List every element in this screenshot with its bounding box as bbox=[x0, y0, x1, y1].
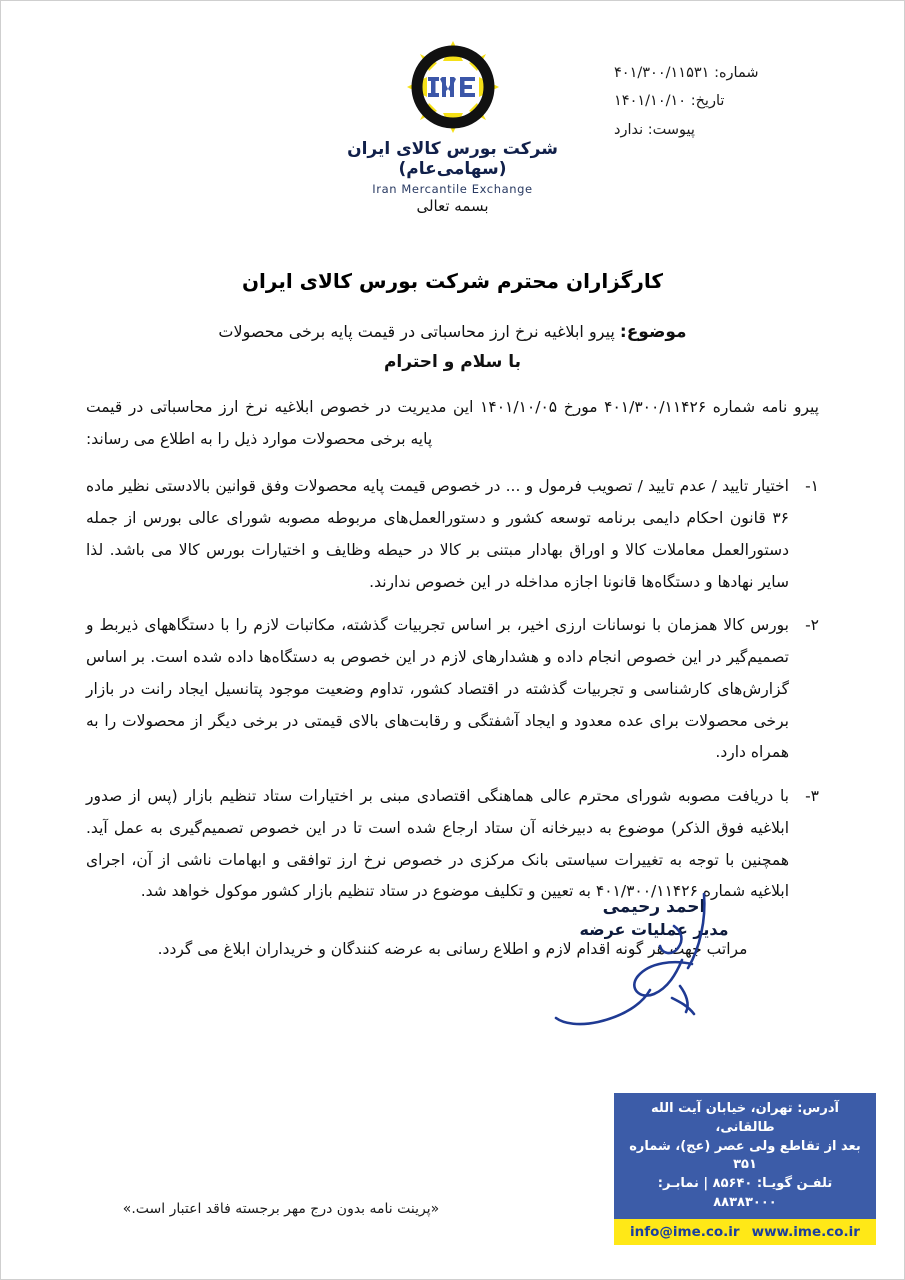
phone-line: تلفـن گویـا: ۸۵۶۴۰ | نمابـر: ۸۸۳۸۳۰۰۰ bbox=[657, 1176, 833, 1211]
date-label: تاریخ: bbox=[690, 93, 725, 110]
signatory-name: احمد رحیمی bbox=[602, 897, 706, 917]
addressee-line: کارگزاران محترم شرکت بورس کالای ایران bbox=[241, 269, 664, 293]
item-number: ۳- bbox=[805, 787, 819, 806]
list-item bbox=[86, 471, 819, 598]
subject-label: موضوع: bbox=[619, 322, 687, 342]
footer-address-box bbox=[614, 1093, 876, 1219]
attachment-label: پیوست: bbox=[647, 121, 695, 138]
item-text: اختیار تایید / عدم تایید / تصویب فرمول و ... در خصوص قیمت پایه محصولات وفق قوانین بالادستی نظیر ماده ۳۶ قانون احکام دایمی برنامه توسعه کشور و دستورالعمل‌های مربوطه مصوبه شورای عالی بورس از جمله دستورالعمل معاملات کالا و اوراق بهادار مبتنی بر کالا در حیطه وظایف و اختیارات بورس کالا می باشد. لذا سایر نهادها و دستگاه‌ها قانونا اجازه مداخله در این خصوص ندارند. bbox=[86, 477, 789, 591]
address-line-2: بعد از تقاطع ولی عصر (عج)، شماره ۳۵۱ bbox=[629, 1138, 861, 1173]
subject-text: پیرو ابلاغیه نرخ ارز محاسباتی در قیمت پایه برخی محصولات bbox=[218, 322, 615, 341]
number-label: شماره: bbox=[714, 65, 759, 81]
item-number: ۱- bbox=[805, 477, 819, 496]
footer-contact-block bbox=[614, 1093, 876, 1245]
item-text: با دریافت مصوبه شورای محترم عالی هماهنگی اقتصادی مبنی بر اختیارات ستاد تنظیم بازار (پس از صدور ابلاغیه فوق الذکر) موضوع به دبیرخانه آن ستاد ارجاع شده است تا در این خصوص تصمیم‌گیری به عمل آید. همچنین با توجه به تغییرات سیاستی بانک مرکزی در خصوص نرخ ارز توافقی و ابهامات ناشی از آن، اجرای ابلاغیه شماره ۴۰۱/۳۰۰/۱۱۴۲۶ به تعیین و تکلیف موضوع در ستاد تنظیم بازار کشور موکول خواهد شد. bbox=[86, 787, 789, 901]
closing-paragraph: مراتب جهت هر گونه اقدام لازم و اطلاع رسانی به عرضه کنندگان و خریداران ابلاغ می گردد. bbox=[157, 940, 748, 959]
number-value: ۴۰۱/۳۰۰/۱۱۵۳۱ bbox=[614, 65, 710, 81]
company-name-en: Iran Mercantile Exchange bbox=[372, 182, 533, 196]
item-text: بورس کالا همزمان با نوسانات ارزی اخیر، بر اساس تجربیات گذشته، مکاتبات لازم را با دستگاههای ذیربط و تصمیم‌گیر در این خصوص انجام داده و هشدارهای لازم در این خصوص به دستگاه‌ها داده شده است. بر اساس گزارش‌های کارشناسی و تجربیات گذشته در اقتصاد کشور، تداوم وضعیت موجود پتانسیل ایجاد رانت در بازار برخی محصولات برای عده معدود و ایجاد آشفتگی و رقابت‌های بالای قیمتی در برخی دیگر از محصولات را به همراه دارد. bbox=[86, 616, 789, 762]
signature-block bbox=[524, 896, 784, 941]
item-number: ۲- bbox=[805, 616, 819, 635]
salutation-line: با سلام و احترام bbox=[383, 352, 522, 373]
attachment-value: ندارد bbox=[614, 121, 644, 138]
company-logo-block bbox=[303, 39, 603, 196]
list-item bbox=[86, 781, 819, 908]
footer-web-box bbox=[614, 1219, 876, 1245]
letterhead bbox=[1, 1, 904, 196]
validity-note: «پرینت نامه بدون درج مهر برجسته فاقد اعتبار است.» bbox=[122, 1201, 440, 1217]
address-line-1: آدرس: تهران، خیابان آیت الله طالقانی، bbox=[651, 1100, 839, 1135]
numbered-items-list bbox=[86, 471, 819, 908]
intro-paragraph: پیرو نامه شماره ۴۰۱/۳۰۰/۱۱۴۲۶ مورخ ۱۴۰۱/۱۰/۰۵ این مدیریت در خصوص ابلاغیه نرخ ارز محاسباتی در قیمت پایه برخی محصولات موارد ذیل را به اطلاع می رساند: bbox=[86, 398, 819, 448]
letter-body bbox=[1, 269, 904, 965]
date-value: ۱۴۰۱/۱۰/۱۰ bbox=[614, 93, 687, 110]
meta-row-attachment bbox=[614, 116, 844, 144]
subject-line bbox=[86, 319, 819, 346]
website-link[interactable]: www.ime.co.ir bbox=[751, 1224, 860, 1240]
company-name-fa: شرکت بورس کالای ایران (سهامی‌عام) bbox=[347, 139, 558, 179]
signatory-title: مدیر عملیات عرضه bbox=[579, 919, 729, 939]
basmale-text: بسمه تعالی bbox=[416, 197, 489, 215]
document-meta bbox=[614, 59, 844, 144]
meta-row-number bbox=[614, 59, 844, 87]
email-link[interactable]: info@ime.co.ir bbox=[630, 1224, 740, 1240]
meta-row-date bbox=[614, 87, 844, 115]
ime-logo-icon bbox=[405, 39, 501, 135]
list-item bbox=[86, 610, 819, 769]
